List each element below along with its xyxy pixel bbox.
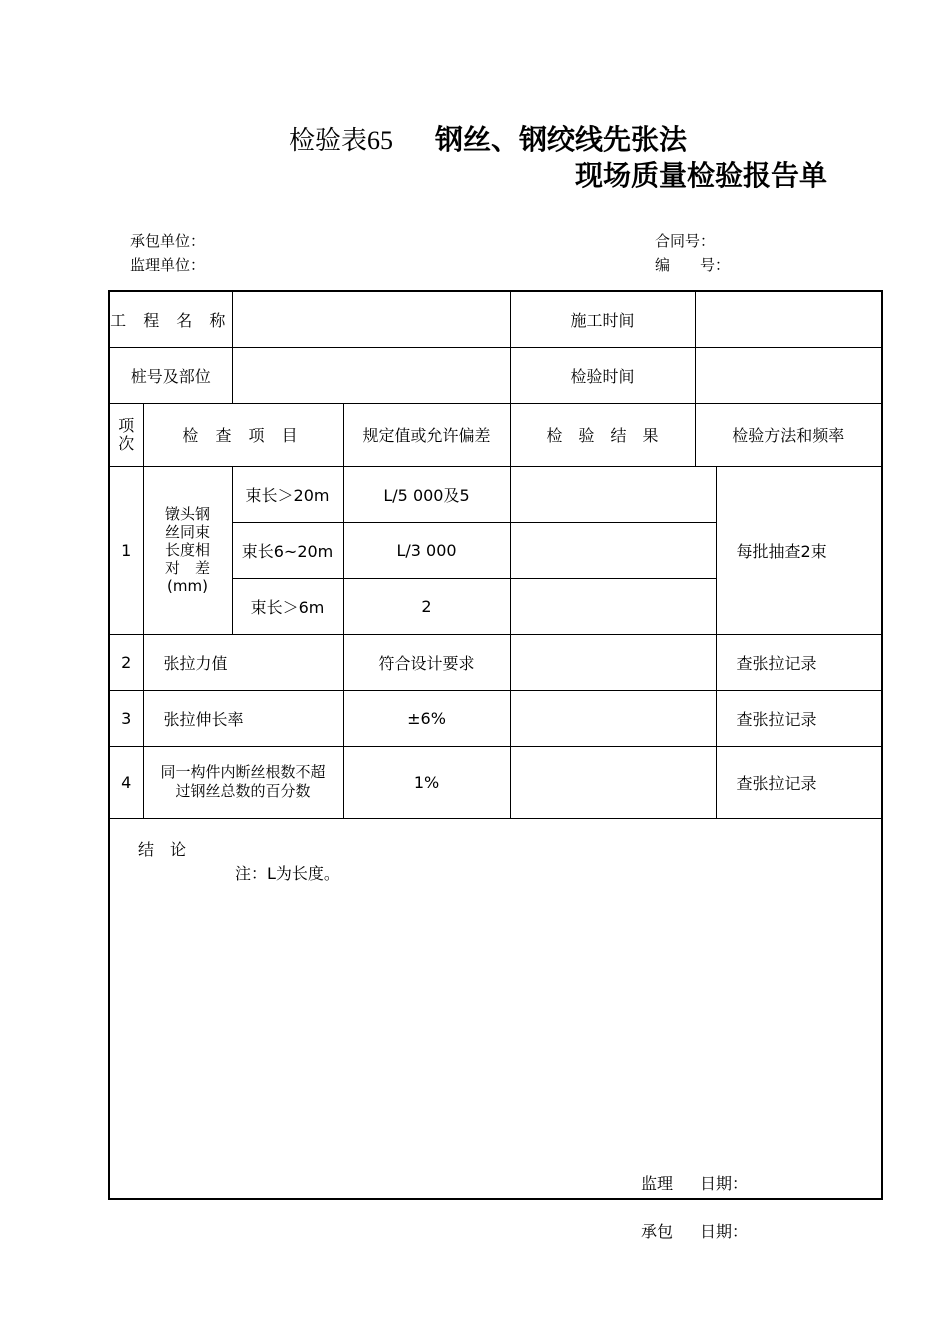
row4-no: 4 (109, 746, 143, 818)
serial-no-label: 编 号： (655, 256, 731, 274)
row3-no: 3 (109, 690, 143, 746)
row2-spec: 符合设计要求 (343, 634, 510, 690)
inspection-time-value[interactable] (695, 347, 882, 403)
col-no-header: 项次 (109, 403, 143, 466)
contractor-sign-label: 承包 (641, 1222, 674, 1241)
contractor-date-label: 日期： (700, 1222, 749, 1241)
row1c-result[interactable] (510, 578, 716, 634)
supervisor-label: 监理单位： (130, 256, 206, 274)
station-label: 桩号及部位 (109, 347, 232, 403)
row3-spec: ±6% (343, 690, 510, 746)
col-method-header: 检验方法和频率 (695, 403, 882, 466)
row2-no: 2 (109, 634, 143, 690)
form-title-line1: 钢丝、钢绞线先张法 (435, 123, 688, 156)
row1a-result[interactable] (510, 466, 716, 522)
row2-item: 张拉力值 (143, 634, 343, 690)
row3-method: 查张拉记录 (716, 690, 882, 746)
inspection-time-label: 检验时间 (510, 347, 695, 403)
construction-time-value[interactable] (695, 291, 882, 347)
row1b-item: 束长6~20m (232, 522, 343, 578)
row4-method: 查张拉记录 (716, 746, 882, 818)
row1a-spec: L/5 000及5 (343, 466, 510, 522)
conclusion-area[interactable] (109, 818, 882, 1199)
note-text: 注：L为长度。 (235, 863, 340, 883)
inspection-table (108, 290, 883, 1200)
col-spec-header: 规定值或允许偏差 (343, 403, 510, 466)
row1-method: 每批抽查2束 (716, 466, 882, 634)
row1-no: 1 (109, 466, 143, 634)
row4-spec: 1% (343, 746, 510, 818)
col-result-header: 检 验 结 果 (510, 403, 695, 466)
project-name-value[interactable] (232, 291, 510, 347)
form-title-line2: 现场质量检验报告单 (575, 159, 828, 192)
row2-method: 查张拉记录 (716, 634, 882, 690)
construction-time-label: 施工时间 (510, 291, 695, 347)
contract-no-label: 合同号： (655, 232, 716, 250)
row3-item: 张拉伸长率 (143, 690, 343, 746)
conclusion-label: 结 论 (138, 839, 187, 859)
row1b-result[interactable] (510, 522, 716, 578)
form-number: 检验表65 (289, 126, 394, 155)
row1c-spec: 2 (343, 578, 510, 634)
row1b-spec: L/3 000 (343, 522, 510, 578)
row1c-item: 束长＞6m (232, 578, 343, 634)
row1-group-label: 镦头钢丝同束长度相对 差(mm) (143, 466, 232, 634)
supervisor-sign-label: 监理 (641, 1173, 674, 1193)
row4-item: 同一构件内断丝根数不超过钢丝总数的百分数 (143, 746, 343, 818)
station-value[interactable] (232, 347, 510, 403)
row4-result[interactable] (510, 746, 716, 818)
supervisor-date-label: 日期： (700, 1173, 749, 1193)
row1a-item: 束长＞20m (232, 466, 343, 522)
contractor-label: 承包单位： (130, 232, 206, 250)
col-item-header: 检 查 项 目 (143, 403, 343, 466)
row2-result[interactable] (510, 634, 716, 690)
row3-result[interactable] (510, 690, 716, 746)
project-name-label: 工 程 名 称 (109, 291, 232, 347)
